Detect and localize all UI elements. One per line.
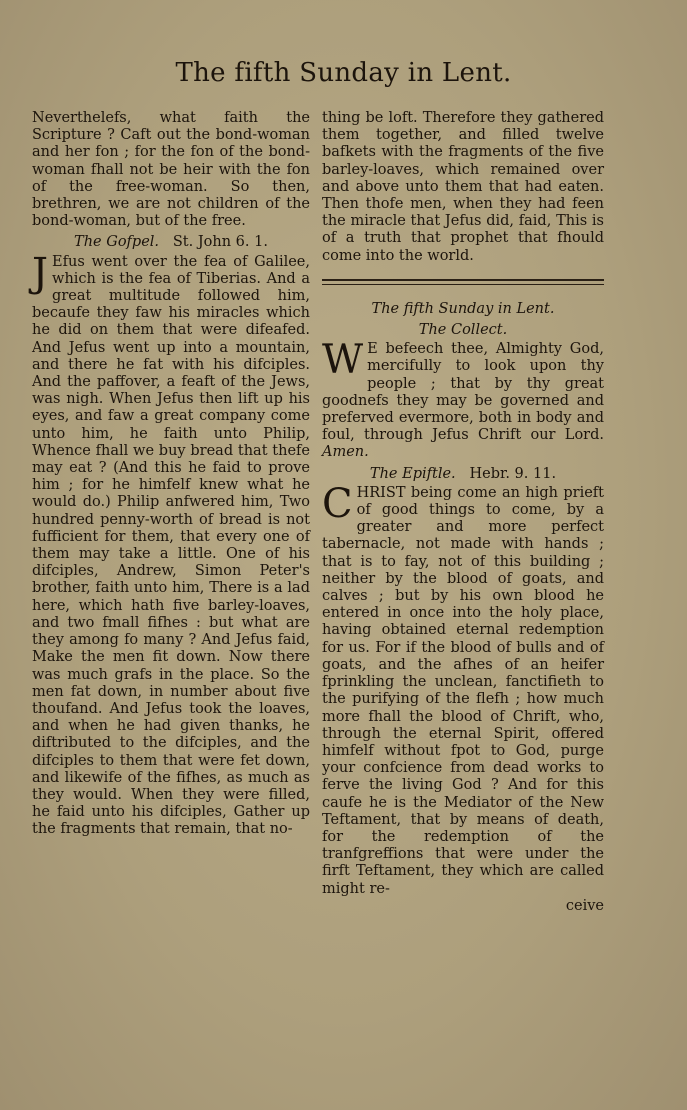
- running-head: The fifth Sunday in Lent.: [175, 58, 512, 88]
- epistle-reference: Hebr. 9. 11.: [469, 465, 557, 482]
- epistle-text: HRIST being come an high prieft of good things to come, by a greater and more perfect tabernacle, not made with hands ; that is to fay, not of this building ; neither by the blood of goats, and calves ; but by his own blood he entered in once into the holy place, having obtained eternal redemption for us. For if the blood of bulls and of goats, and the afhes of an heifer fprinkling the unclean, fanctifieth to the purifying of the flefh ; how much more fhall the blood of Chrift, who, through the eternal Spirit, offered himfelf without fpot to God, purge your confcience from dead works to ferve the living God ? And for this caufe he is the Mediator of the New Teftament, that by means of death, for the redemption of the tranfgreffions that were under the firft Teftament, they which are called might re-: [322, 484, 604, 897]
- catchword: ceive: [565, 897, 604, 914]
- epistle-dropcap: C: [322, 480, 353, 527]
- gospel-heading-label: The Gofpel.: [74, 234, 160, 251]
- right-column: [322, 110, 604, 915]
- gospel-reference: St. John 6. 1.: [172, 234, 268, 251]
- collect-amen: Amen.: [322, 444, 369, 461]
- gospel-heading: [32, 234, 310, 251]
- section-divider: [322, 279, 604, 285]
- gospel-dropcap: J: [32, 249, 49, 296]
- epistle-text-block: [322, 480, 604, 898]
- collect-dropcap: W: [322, 337, 364, 384]
- section-heading: The fifth Sunday in Lent.: [371, 300, 555, 317]
- collect-text: E befeech thee, Almighty God, mercifully to look upon thy people ; that by thy great goodnefs they may be governed and preferved evermore, both in body and foul, through Jefus Chrift our Lord.: [322, 341, 604, 444]
- left-column: [32, 110, 310, 839]
- gospel-text-block: [32, 249, 310, 839]
- collect-text-block: [322, 337, 604, 461]
- epistle-conclusion: Neverthelefs, what faith the Scripture ? Caft out the bond-woman and her fon ; for the fon of the bond-woman fhall not be heir with the fon of the free-woman. So then, brethren, we are not children of the bond-woman, but of the free.: [32, 110, 310, 230]
- epistle-heading: [322, 466, 604, 483]
- gospel-text: Efus went over the fea of Galilee, which is the fea of Tiberias. And a great multitude followed him, becaufe they faw his miracles which he did on them that were difeafed. And Jefus went up into a mountain, and there he fat with his difciples. And the paffover, a feaft of the Jews, was nigh. When Jefus then lift up his eyes, and faw a great company come unto him, he faith unto Philip, Whence fhall we buy bread that thefe may eat ? (And this he faid to prove him ; for he himfelf knew what he would do.) Philip anfwered him, Two hundred penny-worth of bread is not fufficient for them, that every one of them may take a little. One of his difciples, Andrew, Simon Peter's brother, faith unto him, There is a lad here, which hath five barley-loaves, and two fmall fifhes : but what are they among fo many ? And Jefus faid, Make the men fit down. Now there was much grafs in the place. So the men fat down, in number about five thoufand. And Jefus took the loaves, and when he had given thanks, he diftributed to the difciples, and the difciples to them that were fet down, and likewife of the fifhes, as much as they would. When they were filled, he faid unto his difciples, Gather up the fragments that remain, that no-: [32, 253, 310, 838]
- collect-heading: The Collect.: [418, 322, 508, 339]
- epistle-heading-label: The Epiftle.: [369, 465, 456, 482]
- gospel-conclusion: thing be loft. Therefore they gathered them together, and filled twelve bafkets with the fragments of the five barley-loaves, which remained over and above unto them that had eaten. Then thofe men, when they had feen the miracle that Jefus did, faid, This is of a truth that prophet that fhould come into the world.: [322, 110, 604, 264]
